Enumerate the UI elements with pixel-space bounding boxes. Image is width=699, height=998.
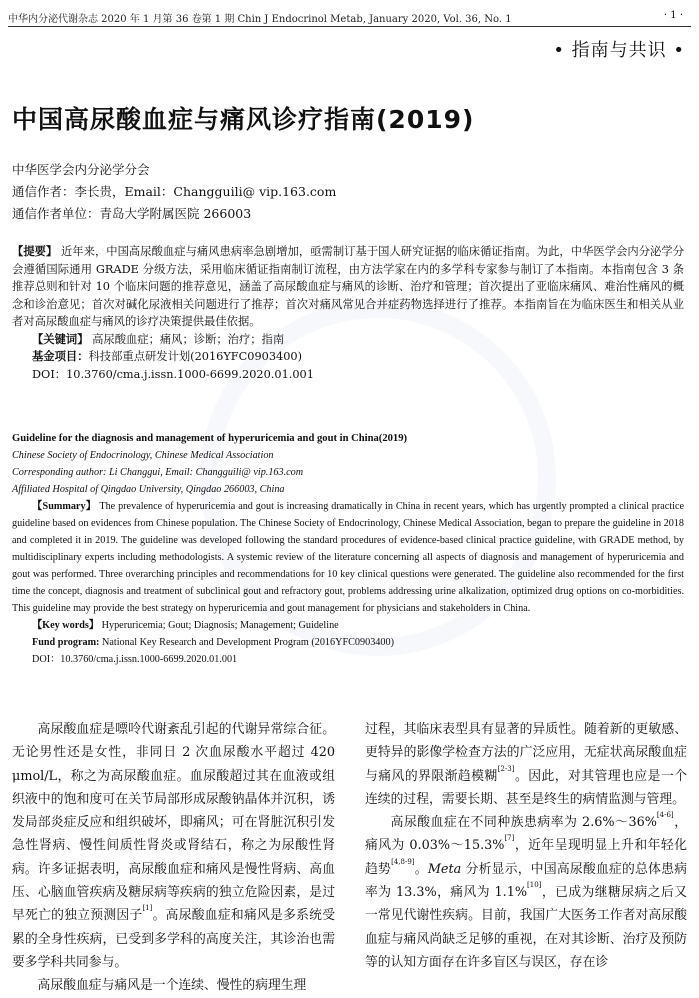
english-authors: Chinese Society of Endocrinology, Chinese Medical Association: [12, 450, 274, 461]
keywords-en: Hyperuricemia; Gout; Diagnosis; Management; Guideline: [101, 620, 339, 631]
fund-en-label: Fund program:: [32, 637, 100, 648]
summary-text: The prevalence of hyperuricemia and gout is increasing dramatically in China in recent years, which has urgently prompted a clinical practice guideline based on evidences from Chinese population. The Chinese Society of Endocrinology, Chinese Medical Association, began to prepare the guideline in 2018 and completed it in 2019. The guideline was developed following the standard procedures of evidence-based clinical practice guideline, with GRADE method, by multidisciplinary experts including methodologists. A systemic review of the literature concerning all aspects of diagnosis and management of hyperuricemia and gout was performed. Three overarching principles and recommendations for 10 key clinical questions were generated. The guideline also recommended for the first time the concept, diagnosis and treatment of subclinical gout and refractory gout, problems addressing urine alkalization, optimized drug options on co-morbidities. This guideline may provide the best strategy on hyperuricemia and gout management for physicians and stakeholders in China.: [12, 501, 685, 614]
running-header: 中华内分泌代谢杂志 2020 年 1 月第 36 卷第 1 期 Chin J Endocrinol Metab, January 2020, Vol. 36, No. 1: [8, 14, 512, 25]
doi-en: DOI：10.3760/cma.j.issn.1000-6699.2020.01.001: [32, 654, 238, 665]
body-paragraph: 高尿酸血症与痛风是一个连续、慢性的病理生理: [37, 978, 307, 994]
article-title: 中国高尿酸血症与痛风诊疗指南(2019): [12, 105, 475, 134]
fund-en: National Key Research and Development Program (2016YFC0903400): [102, 637, 394, 648]
english-title: Guideline for the diagnosis and management of hyperuricemia and gout in China(2019): [12, 433, 408, 444]
page-number: · 1 ·: [663, 10, 683, 21]
english-affiliation: Affiliated Hospital of Qingdao University, Qingdao 266003, China: [12, 484, 285, 495]
body-paragraph: 高尿酸血症在不同种族患病率为 2.6%～36%[4-6]，痛风为 0.03%～15.3%[7]，近年呈现明显上升和年轻化趋势[4,8-9]。Meta 分析显示，中国高尿酸血症的总体患病率为 13.3%，痛风为 1.1%[10]，已成为继糖尿病之后又一常见代谢性疾病。目前，我国广大医务工作者对高尿酸血症与痛风尚缺乏足够的重视，在对其诊断、治疗及预防等的认知方面存在许多盲区与误区，存在诊: [365, 811, 688, 970]
keywords-cn: 高尿酸血症；痛风；诊断；治疗；指南: [92, 332, 285, 346]
citation: [10]: [527, 881, 542, 890]
section-label: • 指南与共识 •: [553, 40, 685, 61]
affiliation: 通信作者单位：青岛大学附属医院 266003: [12, 206, 252, 221]
abstract-cn-label: 【提要】: [12, 244, 58, 258]
abstract-en: [12, 430, 684, 668]
corresponding-author: 通信作者：李长贵，Email：Changguili@ vip.163.com: [12, 184, 337, 199]
english-corresponding: Corresponding author: Li Changgui, Email: Changguili@ vip.163.com: [12, 467, 304, 478]
citation: [7]: [504, 834, 515, 843]
body-left-column: [12, 718, 335, 998]
society: 中华医学会内分泌学分会: [12, 162, 150, 177]
header-rule: [8, 26, 691, 27]
keywords-en-label: 【Key words】: [32, 620, 100, 631]
body-paragraph: 过程，其临床表型具有显著的异质性。随着新的更敏感、更特异的影像学检查方法的广泛应用，无症状高尿酸血症与痛风的界限渐趋模糊[2-3]。因此，对其管理也应是一个连续的过程，需要长期、甚至是终生的病情监测与管理。: [365, 722, 688, 807]
abstract-cn-text: 近年来，中国高尿酸血症与痛风患病率急剧增加，亟需制订基于国人研究证据的临床循证指南。为此，中华医学会内分泌学分会遵循国际通用 GRADE 分级方法，采用临床循证指南制订流程，由方法学家在内的多学科专家参与制订了本指南。本指南包含 3 条推荐总则和针对 10 个临床问题的推荐意见，涵盖了高尿酸血症与痛风的诊断、治疗和管理；首次提出了亚临床痛风、难治性痛风的概念和诊治意见；首次对碱化尿液相关问题进行了推荐；首次对痛风常见合并症药物选择进行了推荐。本指南旨在为临床医生和相关从业者对高尿酸血症与痛风的诊疗决策提供最佳依据。: [12, 245, 684, 328]
citation: [1]: [142, 904, 153, 913]
body-right-column: [365, 718, 687, 974]
abstract-cn: [12, 243, 684, 383]
keywords-cn-label: 【关键词】: [32, 331, 89, 346]
citation: [4-6]: [656, 811, 674, 820]
doi-cn: DOI：10.3760/cma.j.issn.1000-6699.2020.01.001: [32, 367, 314, 381]
citation: [4,8-9]: [391, 857, 415, 866]
fund-cn-label: 基金项目：: [32, 349, 89, 363]
summary-label: 【Summary】: [32, 501, 97, 512]
body-paragraph: 高尿酸血症是嘌呤代谢紊乱引起的代谢异常综合征。无论男性还是女性，非同日 2 次血尿酸水平超过 420 μmol/L，称之为高尿酸血症。血尿酸超过其在血液或组织液中的饱和度可在关节局部形成尿酸钠晶体并沉积，诱发局部炎症反应和组织破坏，即痛风；可在肾脏沉积引发急性肾病、慢性间质性肾炎或肾结石，称之为尿酸性肾病。许多证据表明，高尿酸血症和痛风是慢性肾病、高血压、心脑血管疾病及糖尿病等疾病的独立危险因素，是过早死亡的独立预测因子[1]。高尿酸血症和痛风是多系统受累的全身性疾病，已受到多学科的高度关注，其诊治也需要多学科共同参与。: [12, 722, 336, 970]
citation: [2-3]: [497, 764, 515, 773]
fund-cn: 科技部重点研发计划(2016YFC0903400): [88, 350, 302, 363]
